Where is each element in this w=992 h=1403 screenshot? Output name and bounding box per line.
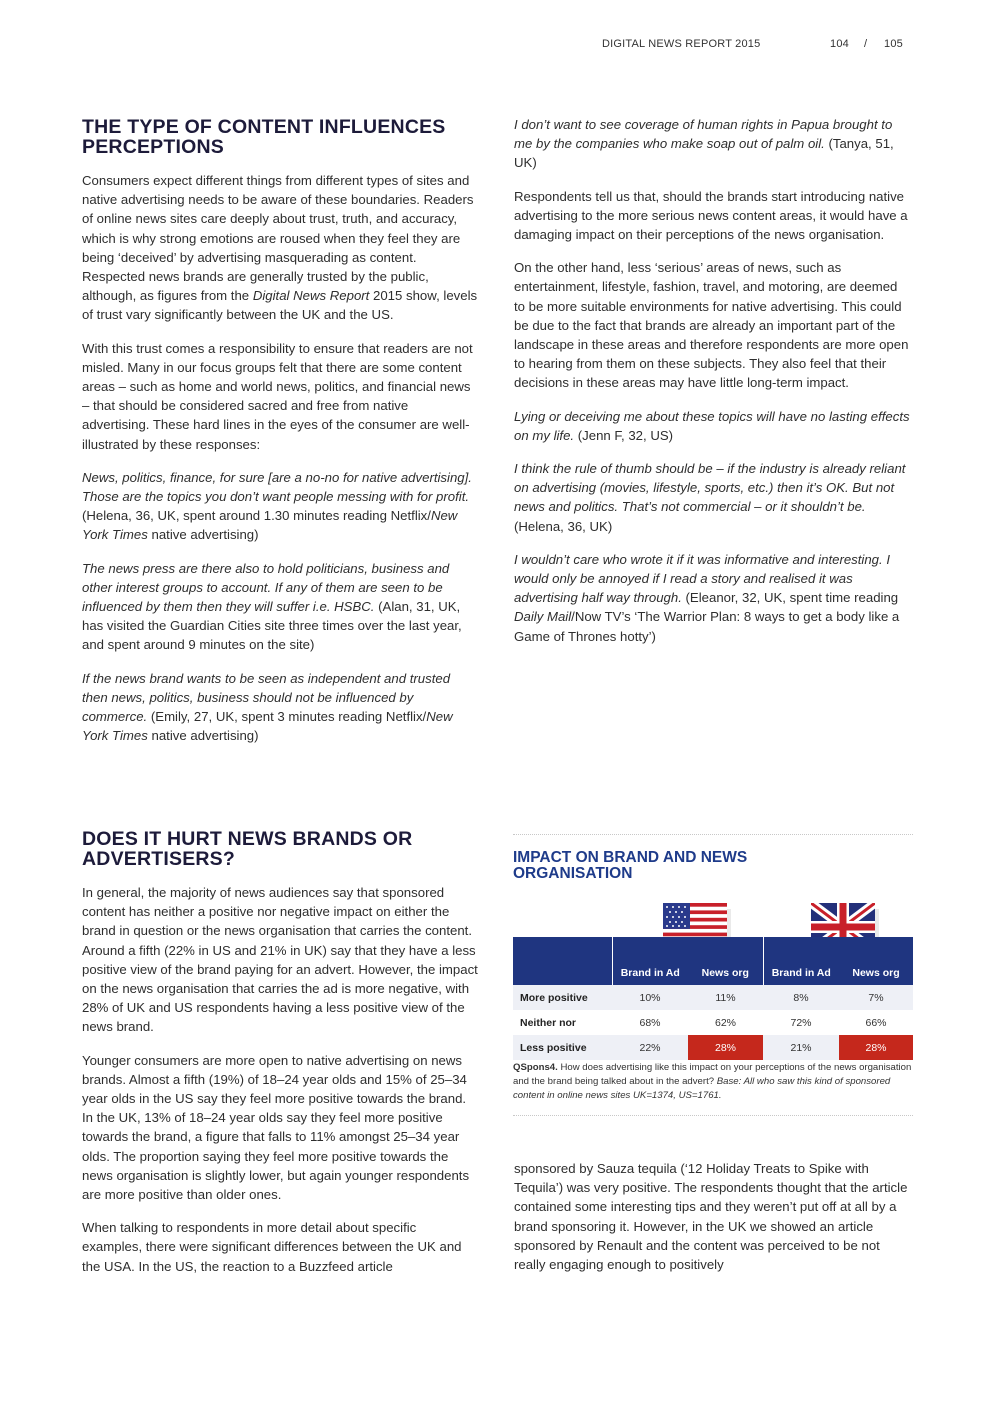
table-cell: 62% [688, 1010, 763, 1035]
table-cell-highlight: 28% [688, 1035, 763, 1060]
table-cell: 66% [839, 1010, 913, 1035]
quote: If the news brand wants to be seen as independent and trusted then news, politics, business should not be influenced by commerce. (Emily, 27, UK, spent 3 minutes reading Netflix/New York Times native advertising) [82, 670, 453, 744]
page-header [602, 38, 912, 54]
table-cell: 72% [763, 1010, 839, 1035]
column-header: Brand in Ad [763, 937, 839, 985]
table-cell: 68% [612, 1010, 688, 1035]
chart-note: QSpons4. How does advertising like this impact on your perceptions of the news organisation and the brand being talked about in the advert? Base: All who saw this kind of sponsored content in online news sites UK=1374, US=1761. [513, 1062, 912, 1101]
page-number-left: 104 [830, 38, 849, 50]
right-column-top [514, 115, 910, 660]
page-number-right: 105 [884, 38, 903, 50]
report-title: DIGITAL NEWS REPORT 2015 [602, 38, 761, 50]
table-row [513, 1035, 913, 1060]
left-column-bottom [82, 829, 478, 1290]
table-cell: 7% [839, 985, 913, 1010]
paragraph: On the other hand, less ‘serious’ areas of news, such as entertainment, lifestyle, fashion, travel, and motoring, are deemed to be more suitable environments for native advertising. This could be due to the fact that brands are already an important part of the landscape in these areas and therefore respondents are more open to hearing from them on these subjects. They also feel that their decisions in these areas may have little long-term impact. [514, 260, 909, 391]
table-header-row [513, 937, 913, 985]
impact-chart [513, 834, 913, 1116]
section-heading-impact: DOES IT HURT NEWS BRANDS OR ADVERTISERS? [82, 828, 413, 870]
column-header: Brand in Ad [612, 937, 688, 985]
row-label: More positive [513, 985, 612, 1010]
quote: The news press are there also to hold politicians, business and other interest groups to account. If any of them are seen to be influenced by them then they will suffer i.e. HSBC. (Alan, 31, UK, has visited the Guardian Cities site three times over the last year, and spent around 9 minutes on the site) [82, 560, 462, 653]
paragraph: When talking to respondents in more detail about specific examples, there were significant differences between the UK and the USA. In the US, the reaction to a Buzzfeed article [82, 1220, 462, 1274]
table-cell: 21% [763, 1035, 839, 1060]
quote: Lying or deceiving me about these topics will have no lasting effects on my life. (Jenn F, 32, US) [514, 408, 910, 443]
paragraph: In general, the majority of news audiences say that sponsored content has neither a positive nor negative impact on either the brand in question or the news organisation that carries the content. Around a fifth (22% in US and 21% in UK) say that they have a less positive view of the brand paying for an advert. However, the impact on the news organisation that carries the ad is more negative, with 28% of UK and US respondents having a less positive view of the news brand. [82, 885, 478, 1035]
table-header-blank [513, 937, 612, 985]
column-header: News org [839, 937, 913, 985]
chart-title: IMPACT ON BRAND AND NEWS ORGANISATION [513, 849, 748, 882]
table-cell: 8% [763, 985, 839, 1010]
quote: I think the rule of thumb should be – if the industry is already reliant on advertising (movies, lifestyle, sports, etc.) then it’s OK. But not news and politics. That’s not commercial – or it shouldn’t be. (Helena, 36, UK) [514, 461, 906, 534]
section-heading-content: THE TYPE OF CONTENT INFLUENCES PERCEPTIONS [82, 116, 446, 158]
column-header: News org [688, 937, 763, 985]
left-column-top [82, 117, 478, 759]
table-row [513, 1010, 913, 1035]
impact-table [513, 937, 913, 1060]
paragraph: sponsored by Sauza tequila (‘12 Holiday Treats to Spike with Tequila’) was very positive. The respondents thought that the article contained some interesting tips and they weren’t put off at all by a brand sponsoring it. However, in the UK we showed an article sponsored by Renault and the content was perceived to be not really engaging enough to positively [514, 1161, 908, 1273]
quote: News, politics, finance, for sure [are a no-no for native advertising]. Those are the topics you don’t want people messing with for profit. (Helena, 36, UK, spent around 1.30 minutes reading Netflix/New York Times native advertising) [82, 469, 472, 543]
table-cell: 11% [688, 985, 763, 1010]
table-cell: 10% [612, 985, 688, 1010]
row-label: Less positive [513, 1035, 612, 1060]
row-label: Neither nor [513, 1010, 612, 1035]
table-cell-highlight: 28% [839, 1035, 913, 1060]
quote: I don’t want to see coverage of human rights in Papua brought to me by the companies who make soap out of palm oil. (Tanya, 51, UK) [514, 117, 894, 171]
paragraph: Consumers expect different things from different types of sites and native advertising needs to be aware of these boundaries. Readers of online news sites care deeply about trust, truth, and accuracy, which is why strong emotions are roused when they feel they are being ‘deceived’ by advertising masquerading as content. Respected news brands are generally trusted by the public, although, as figures from the Digital News Report 2015 show, levels of trust vary significantly between the UK and the US. [82, 173, 478, 323]
paragraph: Respondents tell us that, should the brands start introducing native advertising to the more serious news content areas, it would have a damaging impact on their perceptions of the news organisation. [514, 188, 908, 243]
table-row [513, 985, 913, 1010]
right-column-bottom [514, 1159, 910, 1288]
quote: I wouldn’t care who wrote it if it was informative and interesting. I would only be annoyed if I read a story and realised it was advertising half way through. (Eleanor, 32, UK, spent time reading Daily Mail/Now TV’s ‘The Warrior Plan: 8 ways to get a body like a Game of Thrones hotty’) [514, 551, 900, 644]
paragraph: Younger consumers are more open to native advertising on news brands. Almost a fifth (19%) of 18–24 year olds and 15% of 25–34 year olds in the US say they feel more positive towards the brand. In the UK, 13% of 18–24 year olds say they feel more positive towards the brand, a figure that falls to 11% amongst 25–34 year olds. The proportion saying they feel more positive towards the news organisation is slightly lower, but again younger respondents are more positive than older ones. [82, 1052, 470, 1203]
page-separator: / [864, 38, 868, 50]
paragraph: With this trust comes a responsibility to ensure that readers are not misled. Many in our focus groups felt that there are some content areas – such as home and world news, politics, and financial news – that should be considered sacred and free from native advertising. These hard lines in the eyes of the consumer are well-illustrated by these responses: [82, 340, 473, 452]
table-cell: 22% [612, 1035, 688, 1060]
